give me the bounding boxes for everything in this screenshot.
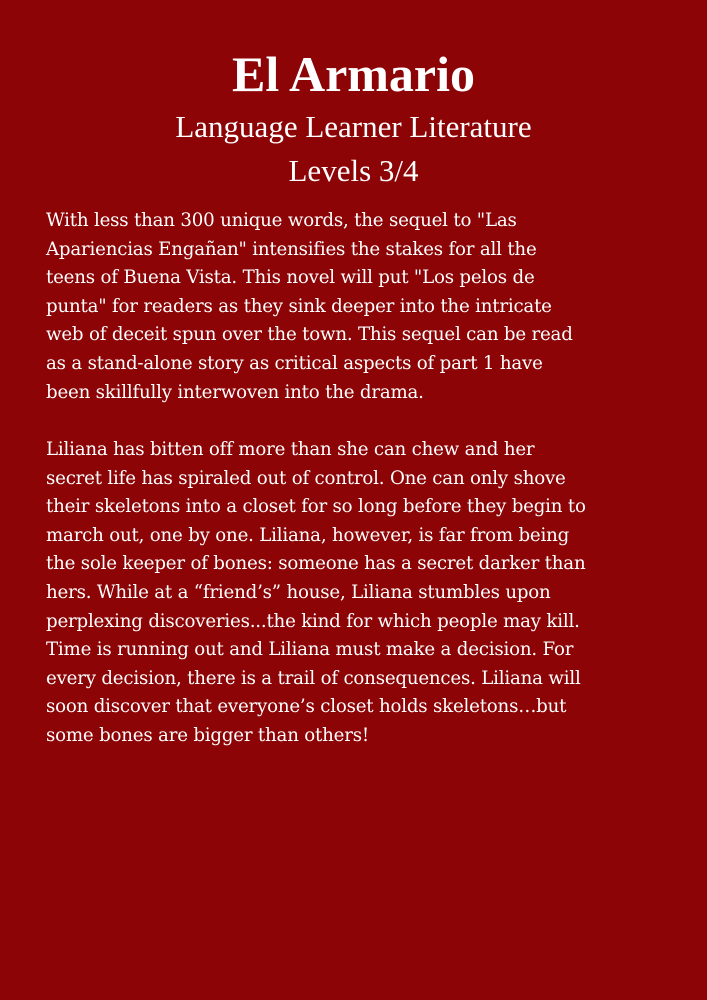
text-line: Liliana has bitten off more than she can chew and her [46, 439, 535, 460]
text-line: Apariencias Engañan" intensifies the stakes for all the [46, 238, 537, 260]
text-line: been skillfully interwoven into the drama. [46, 381, 424, 403]
text-line: secret life has spiraled out of control. One can only shove [46, 467, 566, 489]
text-line: perplexing discoveries...the kind for which people may kill. [46, 610, 580, 632]
text-line: some bones are bigger than others! [46, 724, 369, 746]
text-line: soon discover that everyone’s closet holds skeletons…but [46, 696, 567, 718]
text-line: hers. While at a “friend’s” house, Liliana stumbles upon [46, 581, 551, 603]
text-line: march out, one by one. Liliana, however, is far from being [46, 524, 570, 546]
description-paragraph-1 [46, 207, 696, 407]
text-line: web of deceit spun over the town. This sequel can be read [46, 324, 573, 346]
text-line: their skeletons into a closet for so long before they begin to [46, 496, 586, 518]
text-line: punta" for readers as they sink deeper into the intricate [46, 295, 552, 317]
text-line: Time is running out and Liliana must make a decision. For [46, 639, 574, 661]
text-line: teens of Buena Vista. This novel will put "Los pelos de [46, 267, 535, 289]
text-line: every decision, there is a trail of consequences. Liliana will [46, 667, 581, 689]
text-line: With less than 300 unique words, the sequel to "Las [46, 210, 517, 231]
book-title: El Armario [231, 46, 476, 102]
book-subtitle: Language Learner Literature [175, 109, 532, 144]
book-levels: Levels 3/4 [288, 153, 419, 188]
description-paragraph-2 [46, 436, 696, 751]
text-line: the sole keeper of bones: someone has a secret darker than [46, 553, 586, 575]
text-line: as a stand-alone story as critical aspects of part 1 have [46, 352, 543, 374]
